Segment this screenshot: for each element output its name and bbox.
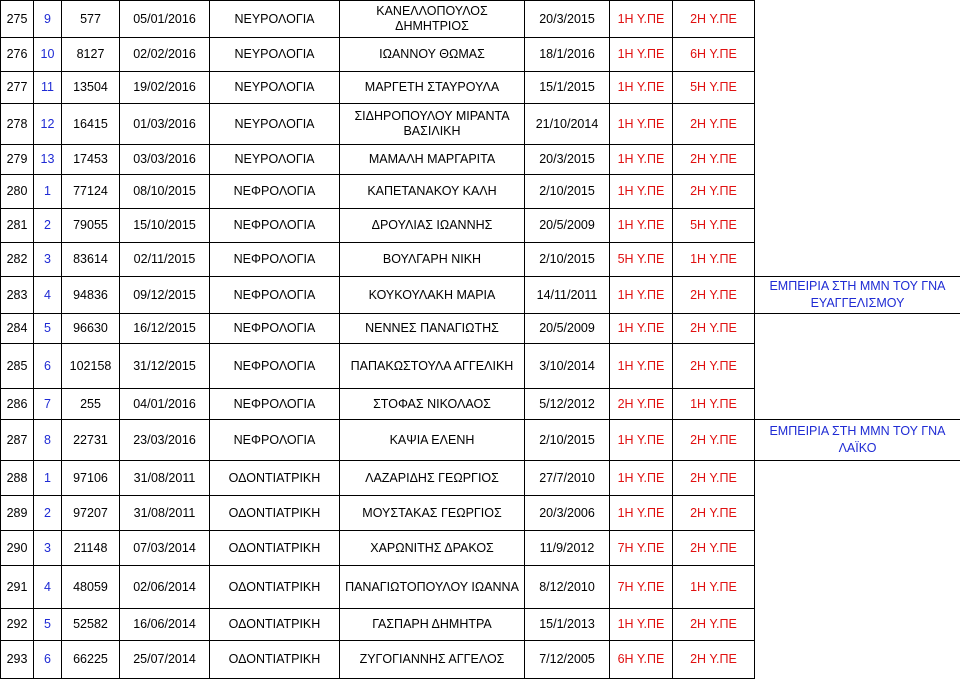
- table-row: [1, 104, 960, 145]
- rank-number-cell: 5: [34, 314, 62, 344]
- registration-date-cell: 02/11/2015: [120, 243, 210, 277]
- second-choice-cell: 2Η Υ.ΠΕ: [673, 175, 755, 209]
- first-choice-cell: 7Η Υ.ΠΕ: [610, 531, 673, 566]
- protocol-number-cell: 255: [62, 389, 120, 420]
- registration-date-cell: 31/08/2011: [120, 496, 210, 531]
- table-row: [1, 389, 960, 420]
- row-number-cell: 290: [1, 531, 34, 566]
- rank-number-cell: 1: [34, 461, 62, 496]
- specialty-cell: ΝΕΦΡΟΛΟΓΙΑ: [210, 175, 340, 209]
- table-row: [1, 1, 960, 38]
- table-row: [1, 566, 960, 609]
- first-choice-cell: 5Η Υ.ΠΕ: [610, 243, 673, 277]
- table-row: [1, 344, 960, 389]
- specialty-cell: ΟΔΟΝΤΙΑΤΡΙΚΗ: [210, 641, 340, 679]
- application-date-cell: 27/7/2010: [525, 461, 610, 496]
- protocol-number-cell: 13504: [62, 72, 120, 104]
- protocol-number-cell: 17453: [62, 145, 120, 175]
- table-row: [1, 38, 960, 72]
- table-body: [1, 1, 960, 679]
- application-date-cell: 2/10/2015: [525, 420, 610, 461]
- first-choice-cell: 1Η Υ.ΠΕ: [610, 496, 673, 531]
- rank-number-cell: 2: [34, 209, 62, 243]
- protocol-number-cell: 97207: [62, 496, 120, 531]
- specialty-cell: ΝΕΥΡΟΛΟΓΙΑ: [210, 72, 340, 104]
- rank-number-cell: 5: [34, 609, 62, 641]
- note-cell: [755, 496, 960, 531]
- candidate-name-cell: ΔΡΟΥΛΙΑΣ ΙΩΑΝΝΗΣ: [340, 209, 525, 243]
- table-row: [1, 496, 960, 531]
- first-choice-cell: 1Η Υ.ΠΕ: [610, 461, 673, 496]
- application-date-cell: 20/5/2009: [525, 209, 610, 243]
- row-number-cell: 293: [1, 641, 34, 679]
- rank-number-cell: 12: [34, 104, 62, 145]
- candidate-name-cell: ΚΑΨΙΑ ΕΛΕΝΗ: [340, 420, 525, 461]
- specialty-cell: ΝΕΦΡΟΛΟΓΙΑ: [210, 277, 340, 314]
- application-date-cell: 20/3/2015: [525, 1, 610, 38]
- second-choice-cell: 2Η Υ.ΠΕ: [673, 531, 755, 566]
- first-choice-cell: 1Η Υ.ΠΕ: [610, 72, 673, 104]
- specialty-cell: ΟΔΟΝΤΙΑΤΡΙΚΗ: [210, 531, 340, 566]
- table-row: [1, 531, 960, 566]
- specialty-cell: ΝΕΦΡΟΛΟΓΙΑ: [210, 209, 340, 243]
- note-cell: [755, 314, 960, 344]
- candidate-name-cell: ΒΟΥΛΓΑΡΗ ΝΙΚΗ: [340, 243, 525, 277]
- row-number-cell: 280: [1, 175, 34, 209]
- specialty-cell: ΝΕΦΡΟΛΟΓΙΑ: [210, 420, 340, 461]
- registration-date-cell: 02/06/2014: [120, 566, 210, 609]
- specialty-cell: ΝΕΥΡΟΛΟΓΙΑ: [210, 38, 340, 72]
- note-cell: [755, 175, 960, 209]
- candidate-name-cell: ΚΑΠΕΤΑΝΑΚΟΥ ΚΑΛΗ: [340, 175, 525, 209]
- registration-date-cell: 09/12/2015: [120, 277, 210, 314]
- application-date-cell: 11/9/2012: [525, 531, 610, 566]
- first-choice-cell: 1Η Υ.ΠΕ: [610, 104, 673, 145]
- protocol-number-cell: 94836: [62, 277, 120, 314]
- candidate-name-cell: ΚΑΝΕΛΛΟΠΟΥΛΟΣ ΔΗΜΗΤΡΙΟΣ: [340, 1, 525, 38]
- second-choice-cell: 2Η Υ.ΠΕ: [673, 277, 755, 314]
- protocol-number-cell: 83614: [62, 243, 120, 277]
- row-number-cell: 281: [1, 209, 34, 243]
- protocol-number-cell: 102158: [62, 344, 120, 389]
- registration-date-cell: 15/10/2015: [120, 209, 210, 243]
- note-cell: [755, 104, 960, 145]
- application-date-cell: 3/10/2014: [525, 344, 610, 389]
- row-number-cell: 284: [1, 314, 34, 344]
- second-choice-cell: 1Η Υ.ΠΕ: [673, 243, 755, 277]
- application-date-cell: 14/11/2011: [525, 277, 610, 314]
- first-choice-cell: 7Η Υ.ΠΕ: [610, 566, 673, 609]
- registration-date-cell: 03/03/2016: [120, 145, 210, 175]
- note-cell: [755, 641, 960, 679]
- specialty-cell: ΝΕΥΡΟΛΟΓΙΑ: [210, 145, 340, 175]
- specialty-cell: ΝΕΦΡΟΛΟΓΙΑ: [210, 389, 340, 420]
- candidate-name-cell: ΝΕΝΝΕΣ ΠΑΝΑΓΙΩΤΗΣ: [340, 314, 525, 344]
- row-number-cell: 289: [1, 496, 34, 531]
- note-cell: [755, 609, 960, 641]
- second-choice-cell: 2Η Υ.ΠΕ: [673, 609, 755, 641]
- row-number-cell: 288: [1, 461, 34, 496]
- protocol-number-cell: 66225: [62, 641, 120, 679]
- application-date-cell: 8/12/2010: [525, 566, 610, 609]
- table-row: [1, 243, 960, 277]
- candidate-name-cell: ΠΑΝΑΓΙΩΤΟΠΟΥΛΟΥ ΙΩΑΝΝΑ: [340, 566, 525, 609]
- row-number-cell: 279: [1, 145, 34, 175]
- rank-number-cell: 11: [34, 72, 62, 104]
- first-choice-cell: 6Η Υ.ΠΕ: [610, 641, 673, 679]
- second-choice-cell: 5Η Υ.ΠΕ: [673, 209, 755, 243]
- first-choice-cell: 1Η Υ.ΠΕ: [610, 145, 673, 175]
- specialty-cell: ΝΕΦΡΟΛΟΓΙΑ: [210, 243, 340, 277]
- rank-number-cell: 3: [34, 243, 62, 277]
- registration-date-cell: 16/12/2015: [120, 314, 210, 344]
- registration-date-cell: 07/03/2014: [120, 531, 210, 566]
- specialty-cell: ΝΕΥΡΟΛΟΓΙΑ: [210, 1, 340, 38]
- row-number-cell: 277: [1, 72, 34, 104]
- note-cell: [755, 243, 960, 277]
- rank-number-cell: 2: [34, 496, 62, 531]
- protocol-number-cell: 52582: [62, 609, 120, 641]
- candidate-name-cell: ΣΤΟΦΑΣ ΝΙΚΟΛΑΟΣ: [340, 389, 525, 420]
- application-date-cell: 7/12/2005: [525, 641, 610, 679]
- candidate-name-cell: ΖΥΓΟΓΙΑΝΝΗΣ ΑΓΓΕΛΟΣ: [340, 641, 525, 679]
- table-row: [1, 461, 960, 496]
- application-date-cell: 20/3/2006: [525, 496, 610, 531]
- registration-date-cell: 31/12/2015: [120, 344, 210, 389]
- registration-date-cell: 23/03/2016: [120, 420, 210, 461]
- registration-date-cell: 19/02/2016: [120, 72, 210, 104]
- protocol-number-cell: 8127: [62, 38, 120, 72]
- application-date-cell: 2/10/2015: [525, 175, 610, 209]
- candidate-name-cell: ΜΟΥΣΤΑΚΑΣ ΓΕΩΡΓΙΟΣ: [340, 496, 525, 531]
- second-choice-cell: 1Η Υ.ΠΕ: [673, 389, 755, 420]
- second-choice-cell: 2Η Υ.ΠΕ: [673, 420, 755, 461]
- table-row: [1, 209, 960, 243]
- first-choice-cell: 1Η Υ.ΠΕ: [610, 209, 673, 243]
- table-row: [1, 72, 960, 104]
- row-number-cell: 282: [1, 243, 34, 277]
- candidate-name-cell: ΧΑΡΩΝΙΤΗΣ ΔΡΑΚΟΣ: [340, 531, 525, 566]
- rank-number-cell: 4: [34, 566, 62, 609]
- first-choice-cell: 1Η Υ.ΠΕ: [610, 344, 673, 389]
- candidate-name-cell: ΣΙΔΗΡΟΠΟΥΛΟΥ ΜΙΡΑΝΤΑ ΒΑΣΙΛΙΚΗ: [340, 104, 525, 145]
- table-row: [1, 175, 960, 209]
- registration-date-cell: 01/03/2016: [120, 104, 210, 145]
- second-choice-cell: 2Η Υ.ΠΕ: [673, 1, 755, 38]
- specialty-cell: ΝΕΦΡΟΛΟΓΙΑ: [210, 344, 340, 389]
- application-date-cell: 18/1/2016: [525, 38, 610, 72]
- candidate-name-cell: ΛΑΖΑΡΙΔΗΣ ΓΕΩΡΓΙΟΣ: [340, 461, 525, 496]
- specialty-cell: ΟΔΟΝΤΙΑΤΡΙΚΗ: [210, 566, 340, 609]
- note-cell: [755, 1, 960, 38]
- specialty-cell: ΝΕΥΡΟΛΟΓΙΑ: [210, 104, 340, 145]
- registration-date-cell: 02/02/2016: [120, 38, 210, 72]
- first-choice-cell: 2Η Υ.ΠΕ: [610, 389, 673, 420]
- second-choice-cell: 5Η Υ.ΠΕ: [673, 72, 755, 104]
- note-cell: [755, 344, 960, 389]
- specialty-cell: ΟΔΟΝΤΙΑΤΡΙΚΗ: [210, 496, 340, 531]
- protocol-number-cell: 97106: [62, 461, 120, 496]
- rank-number-cell: 10: [34, 38, 62, 72]
- application-date-cell: 2/10/2015: [525, 243, 610, 277]
- candidate-name-cell: ΠΑΠΑΚΩΣΤΟΥΛΑ ΑΓΓΕΛΙΚΗ: [340, 344, 525, 389]
- table-row: [1, 314, 960, 344]
- second-choice-cell: 6Η Υ.ΠΕ: [673, 38, 755, 72]
- protocol-number-cell: 22731: [62, 420, 120, 461]
- first-choice-cell: 1Η Υ.ΠΕ: [610, 277, 673, 314]
- note-cell: ΕΜΠΕΙΡΙΑ ΣΤΗ ΜΜΝ ΤΟΥ ΓΝΑ ΕΥΑΓΓΕΛΙΣΜΟΥ: [755, 277, 960, 314]
- registration-date-cell: 25/07/2014: [120, 641, 210, 679]
- rank-number-cell: 13: [34, 145, 62, 175]
- rank-number-cell: 4: [34, 277, 62, 314]
- protocol-number-cell: 21148: [62, 531, 120, 566]
- second-choice-cell: 2Η Υ.ΠΕ: [673, 104, 755, 145]
- row-number-cell: 287: [1, 420, 34, 461]
- specialty-cell: ΟΔΟΝΤΙΑΤΡΙΚΗ: [210, 461, 340, 496]
- row-number-cell: 283: [1, 277, 34, 314]
- protocol-number-cell: 16415: [62, 104, 120, 145]
- rank-number-cell: 3: [34, 531, 62, 566]
- rank-number-cell: 6: [34, 344, 62, 389]
- application-date-cell: 15/1/2013: [525, 609, 610, 641]
- registration-date-cell: 31/08/2011: [120, 461, 210, 496]
- application-date-cell: 5/12/2012: [525, 389, 610, 420]
- registration-date-cell: 08/10/2015: [120, 175, 210, 209]
- table-row: [1, 609, 960, 641]
- row-number-cell: 276: [1, 38, 34, 72]
- registration-date-cell: 04/01/2016: [120, 389, 210, 420]
- candidate-name-cell: ΜΑΡΓΕΤΗ ΣΤΑΥΡΟΥΛΑ: [340, 72, 525, 104]
- specialty-cell: ΟΔΟΝΤΙΑΤΡΙΚΗ: [210, 609, 340, 641]
- protocol-number-cell: 79055: [62, 209, 120, 243]
- rank-number-cell: 9: [34, 1, 62, 38]
- table-row: [1, 420, 960, 461]
- registration-date-cell: 16/06/2014: [120, 609, 210, 641]
- first-choice-cell: 1Η Υ.ΠΕ: [610, 1, 673, 38]
- note-cell: [755, 531, 960, 566]
- rank-number-cell: 8: [34, 420, 62, 461]
- note-cell: ΕΜΠΕΙΡΙΑ ΣΤΗ ΜΜΝ ΤΟΥ ΓΝΑ ΛΑΪΚΟ: [755, 420, 960, 461]
- protocol-number-cell: 48059: [62, 566, 120, 609]
- note-cell: [755, 566, 960, 609]
- candidate-name-cell: ΓΑΣΠΑΡΗ ΔΗΜΗΤΡΑ: [340, 609, 525, 641]
- second-choice-cell: 2Η Υ.ΠΕ: [673, 641, 755, 679]
- note-cell: [755, 145, 960, 175]
- rank-number-cell: 6: [34, 641, 62, 679]
- table-row: [1, 145, 960, 175]
- note-cell: [755, 389, 960, 420]
- second-choice-cell: 2Η Υ.ΠΕ: [673, 496, 755, 531]
- row-number-cell: 285: [1, 344, 34, 389]
- first-choice-cell: 1Η Υ.ΠΕ: [610, 420, 673, 461]
- rank-number-cell: 7: [34, 389, 62, 420]
- second-choice-cell: 2Η Υ.ΠΕ: [673, 461, 755, 496]
- first-choice-cell: 1Η Υ.ΠΕ: [610, 609, 673, 641]
- table-row: [1, 641, 960, 679]
- first-choice-cell: 1Η Υ.ΠΕ: [610, 175, 673, 209]
- specialty-cell: ΝΕΦΡΟΛΟΓΙΑ: [210, 314, 340, 344]
- second-choice-cell: 2Η Υ.ΠΕ: [673, 145, 755, 175]
- second-choice-cell: 2Η Υ.ΠΕ: [673, 344, 755, 389]
- note-cell: [755, 209, 960, 243]
- application-date-cell: 15/1/2015: [525, 72, 610, 104]
- row-number-cell: 291: [1, 566, 34, 609]
- protocol-number-cell: 96630: [62, 314, 120, 344]
- row-number-cell: 286: [1, 389, 34, 420]
- first-choice-cell: 1Η Υ.ΠΕ: [610, 314, 673, 344]
- protocol-number-cell: 577: [62, 1, 120, 38]
- candidate-name-cell: ΜΑΜΑΛΗ ΜΑΡΓΑΡΙΤΑ: [340, 145, 525, 175]
- candidate-name-cell: ΚΟΥΚΟΥΛΑΚΗ ΜΑΡΙΑ: [340, 277, 525, 314]
- second-choice-cell: 2Η Υ.ΠΕ: [673, 314, 755, 344]
- row-number-cell: 278: [1, 104, 34, 145]
- table-row: [1, 277, 960, 314]
- protocol-number-cell: 77124: [62, 175, 120, 209]
- application-date-cell: 20/3/2015: [525, 145, 610, 175]
- first-choice-cell: 1Η Υ.ΠΕ: [610, 38, 673, 72]
- row-number-cell: 292: [1, 609, 34, 641]
- application-date-cell: 21/10/2014: [525, 104, 610, 145]
- note-cell: [755, 72, 960, 104]
- application-date-cell: 20/5/2009: [525, 314, 610, 344]
- rank-number-cell: 1: [34, 175, 62, 209]
- note-cell: [755, 461, 960, 496]
- note-cell: [755, 38, 960, 72]
- row-number-cell: 275: [1, 1, 34, 38]
- candidate-name-cell: ΙΩΑΝΝΟΥ ΘΩΜΑΣ: [340, 38, 525, 72]
- second-choice-cell: 1Η Υ.ΠΕ: [673, 566, 755, 609]
- registration-date-cell: 05/01/2016: [120, 1, 210, 38]
